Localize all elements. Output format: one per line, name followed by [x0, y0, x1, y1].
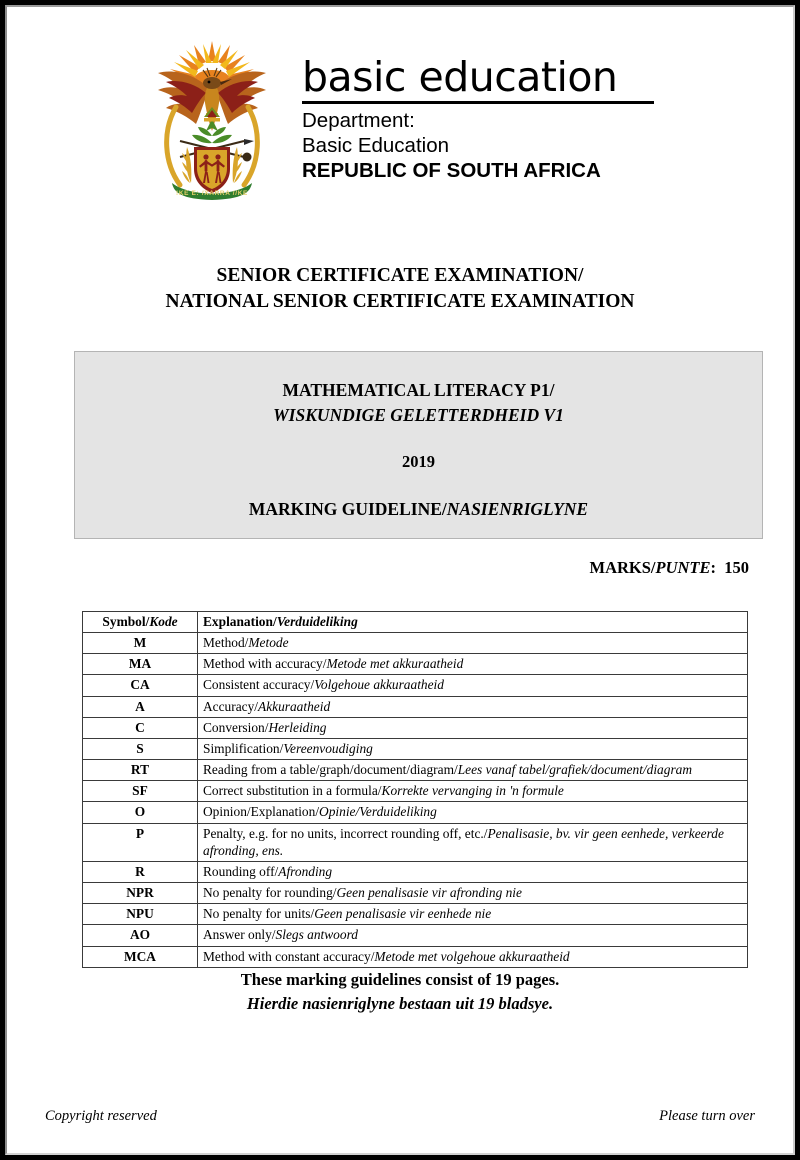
marks-line — [590, 558, 750, 578]
page-shadow — [5, 5, 795, 1155]
table-row — [83, 781, 748, 802]
cell-explanation — [198, 717, 748, 738]
cell-explanation-english: Accuracy/ — [203, 698, 259, 714]
page-count-note-english: These marking guidelines consist of 19 pages. — [240, 970, 560, 989]
cell-explanation-english: Rounding off/ — [203, 863, 279, 879]
cell-explanation-english: Conversion/ — [203, 719, 269, 735]
cell-symbol: AO — [83, 925, 198, 946]
table-body — [83, 633, 748, 968]
table-row — [83, 760, 748, 781]
cell-symbol: C — [83, 717, 198, 738]
page-footer — [45, 1108, 755, 1125]
table-row — [83, 738, 748, 759]
logo-department-name: Basic Education — [302, 134, 450, 158]
exam-year: 2019 — [402, 452, 435, 471]
cell-explanation — [198, 738, 748, 759]
exam-heading-line-2: NATIONAL SENIOR CERTIFICATE EXAMINATION — [165, 291, 635, 313]
logo-divider — [302, 101, 654, 104]
svg-text:!KE E: /XARRA //KE: !KE E: /XARRA //KE — [175, 190, 249, 197]
table-row — [83, 883, 748, 904]
cell-symbol: S — [83, 738, 198, 759]
column-header-explanation-english: Explanation/ — [203, 614, 277, 629]
document-page — [7, 7, 793, 1153]
page-count-note — [7, 968, 793, 1016]
table-row — [83, 675, 748, 696]
table-row — [83, 904, 748, 925]
table-row — [83, 925, 748, 946]
marks-label-afrikaans: PUNTE — [655, 558, 711, 577]
cell-symbol: MA — [83, 654, 198, 675]
cell-explanation-afrikaans: Metode met akkuraatheid — [326, 656, 464, 672]
table-row — [83, 633, 748, 654]
cell-symbol: M — [83, 633, 198, 654]
cell-explanation-afrikaans: Opinie/Verduideliking — [319, 804, 437, 820]
logo-country: REPUBLIC OF SOUTH AFRICA — [302, 159, 601, 183]
column-header-explanation-afrikaans: Verduideliking — [276, 614, 358, 629]
cell-explanation-english: No penalty for units/ — [203, 906, 315, 922]
cell-explanation-afrikaans: Akkuraatheid — [258, 698, 331, 714]
cell-symbol: SF — [83, 781, 198, 802]
exam-heading — [7, 263, 793, 316]
marks-separator: : — [710, 558, 716, 577]
cell-explanation — [198, 696, 748, 717]
cell-explanation — [198, 760, 748, 781]
cell-explanation — [198, 654, 748, 675]
cell-explanation — [198, 802, 748, 823]
footer-turn-over: Please turn over — [659, 1108, 755, 1124]
footer-copyright: Copyright reserved — [45, 1108, 157, 1124]
table-row — [83, 717, 748, 738]
page-count-note-afrikaans: Hierdie nasienriglyne bestaan uit 19 bladsye. — [246, 993, 554, 1013]
document-type-afrikaans: NASIENRIGLYNE — [446, 499, 589, 519]
cell-explanation-afrikaans: Afronding — [278, 863, 333, 879]
cell-explanation-afrikaans: Penalisasie, bv. vir geen eenhede, verkeerde afronding, ens. — [203, 825, 724, 858]
masthead — [7, 35, 793, 203]
cell-symbol: NPR — [83, 883, 198, 904]
table-row — [83, 802, 748, 823]
column-header-symbol — [83, 612, 198, 633]
cell-explanation-english: Method with accuracy/ — [203, 656, 327, 672]
column-header-symbol-english: Symbol/ — [102, 614, 150, 629]
cell-explanation-afrikaans: Volgehoue akkuraatheid — [314, 677, 444, 693]
cell-explanation-english: Method with constant accuracy/ — [203, 948, 375, 964]
cell-explanation-afrikaans: Slegs antwoord — [275, 927, 358, 943]
cell-explanation — [198, 633, 748, 654]
cell-explanation-english: No penalty for rounding/ — [203, 885, 337, 901]
cell-explanation-english: Answer only/ — [203, 927, 276, 943]
cell-explanation-english: Correct substitution in a formula/ — [203, 783, 382, 799]
marks-label-english: MARKS/ — [589, 558, 656, 577]
cell-symbol: NPU — [83, 904, 198, 925]
cell-symbol: P — [83, 823, 198, 861]
document-type-english: MARKING GUIDELINE/ — [248, 499, 447, 519]
cell-explanation — [198, 675, 748, 696]
marks-value: 150 — [724, 558, 749, 577]
cell-explanation-english: Simplification/ — [203, 740, 284, 756]
logo-text-block — [302, 35, 654, 183]
cell-explanation-afrikaans: Geen penalisasie vir eenhede nie — [314, 906, 492, 922]
cell-explanation-english: Reading from a table/graph/document/diagram/ — [203, 762, 458, 778]
title-box — [74, 351, 763, 539]
cell-explanation-afrikaans: Geen penalisasie vir afronding nie — [336, 885, 522, 901]
table-row — [83, 654, 748, 675]
column-header-explanation — [198, 612, 748, 633]
cell-explanation-afrikaans: Metode met volgehoue akkuraatheid — [374, 948, 570, 964]
document-type — [75, 499, 762, 520]
column-header-symbol-afrikaans: Kode — [149, 614, 178, 629]
cell-symbol: O — [83, 802, 198, 823]
cell-explanation-english: Consistent accuracy/ — [203, 677, 315, 693]
cell-explanation-afrikaans: Vereenvoudiging — [283, 740, 373, 756]
cell-symbol: CA — [83, 675, 198, 696]
logo-department-label: Department: — [302, 109, 415, 133]
cell-explanation — [198, 781, 748, 802]
cell-symbol: RT — [83, 760, 198, 781]
cell-explanation — [198, 946, 748, 967]
table-row — [83, 861, 748, 882]
cell-explanation — [198, 861, 748, 882]
table-row — [83, 823, 748, 861]
cell-explanation — [198, 883, 748, 904]
cell-explanation-english: Method/ — [203, 635, 249, 651]
cell-symbol: R — [83, 861, 198, 882]
cell-symbol: A — [83, 696, 198, 717]
subject-title-afrikaans: WISKUNDIGE GELETTERDHEID V1 — [273, 404, 564, 425]
cell-explanation-afrikaans: Lees vanaf tabel/grafiek/document/diagram — [457, 762, 693, 778]
cell-explanation — [198, 823, 748, 861]
cell-explanation-afrikaans: Herleiding — [268, 719, 327, 735]
cell-explanation — [198, 925, 748, 946]
subject-title-english: MATHEMATICAL LITERACY P1/ — [282, 380, 555, 400]
table-header-row — [83, 612, 748, 633]
cell-explanation-afrikaans: Korrekte vervanging in 'n formule — [381, 783, 564, 799]
table-row — [83, 946, 748, 967]
south-african-coat-of-arms-icon — [146, 35, 278, 203]
cell-explanation-afrikaans: Metode — [248, 635, 289, 651]
table-row — [83, 696, 748, 717]
cell-explanation — [198, 904, 748, 925]
marking-key-table — [82, 611, 748, 968]
cell-explanation-english: Opinion/Explanation/ — [203, 804, 320, 820]
cell-symbol: MCA — [83, 946, 198, 967]
cell-explanation-english: Penalty, e.g. for no units, incorrect rounding off, etc./ — [203, 825, 488, 841]
exam-heading-line-1: SENIOR CERTIFICATE EXAMINATION/ — [216, 265, 584, 286]
logo-title: basic education — [302, 53, 618, 101]
